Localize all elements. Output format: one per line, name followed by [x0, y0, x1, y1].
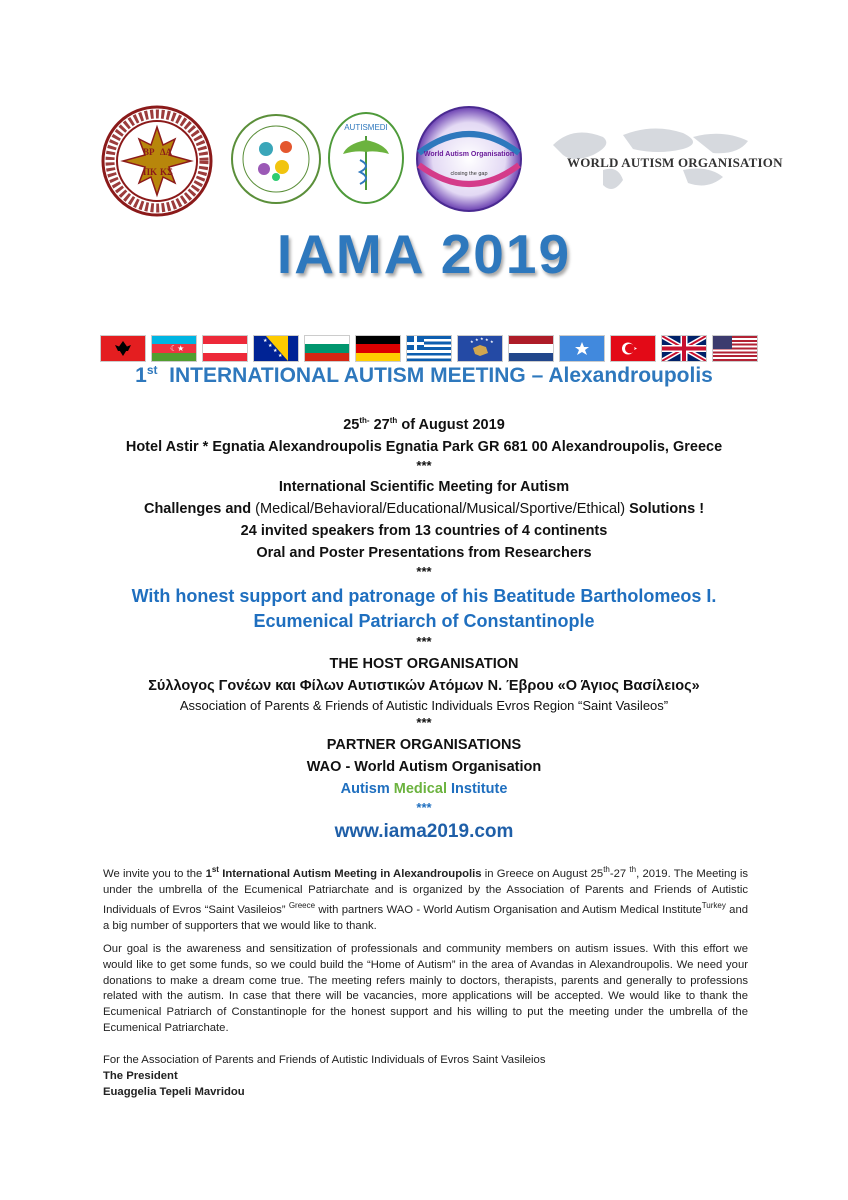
separator-stars-blue: *** — [416, 799, 432, 815]
p1-b-num: 1 — [205, 867, 212, 880]
association-hands-logo — [230, 113, 322, 205]
seal-letters-bl: ΠΚ — [143, 167, 158, 177]
p1-f: with partners WAO - World Autism Organisation and Autism Medical Institute — [315, 904, 702, 917]
website-link[interactable]: www.iama2019.com — [334, 820, 514, 842]
patronage-line-1: With honest support and patronage of his Beatitude Bartholomeos I. — [131, 585, 717, 606]
event-dates — [0, 410, 848, 436]
date-end-sup: th — [389, 416, 398, 425]
partner-ami — [0, 778, 848, 800]
p1-c-sup: th — [603, 865, 610, 874]
p1-a: We invite you to the — [103, 867, 206, 880]
bulgaria-flag-icon — [304, 335, 350, 362]
event-info — [0, 410, 848, 843]
svg-text:★: ★ — [485, 337, 489, 342]
meeting-ordinal: 1 — [135, 364, 147, 387]
albania-flag-icon — [100, 335, 146, 362]
meeting-title — [0, 363, 848, 388]
p1-e-sup: Greece — [288, 901, 316, 911]
challenges-post: Solutions ! — [625, 500, 705, 517]
host-greek-name: Σύλλογος Γονέων και Φίλων Αυτιστικών Ατόμων Ν. Έβρου «Ο Άγιος Βασίλειος» — [148, 677, 700, 694]
p1-f-sup: Turkey — [701, 901, 726, 911]
p1-d-sup: th — [629, 865, 637, 874]
autismedi-logo-text: AUTISMEDI — [344, 123, 388, 132]
goal-paragraph: Our goal is the awareness and sensitization of professionals and community members on autism issues. With this effort we would like to get some funds, so we could build the “Home of Autism” in the area of Avandas in Alexandroupolis. We need your donations to make a dream come true. The meeting refers mainly to doctors, therapists, parents and generally to professions related with the autism. In case that there will be vacancies, more applications will be accepted. We would like to thank the Ecumenical Patriarch of Constantinople for the honest support and his willing to put the meeting under the umbrella of the Ecumenical Patriarchate. — [103, 943, 748, 1034]
p1-g: and a big number of supporters that we would like to thank. — [103, 904, 749, 932]
partner-ami-part2: Medical — [393, 780, 447, 797]
date-start-sup: th- — [359, 416, 370, 425]
svg-text:★: ★ — [263, 338, 268, 344]
svg-text:★: ★ — [470, 339, 474, 344]
patriarchate-seal-logo — [100, 105, 215, 217]
signature-name: Euaggelia Tepeli Mavridou — [103, 1086, 245, 1098]
date-end: 27 — [369, 416, 390, 433]
challenges-line — [0, 498, 848, 520]
usa-flag-icon — [712, 335, 758, 362]
wao-circle-tagline: closing the gap — [450, 171, 488, 177]
flags-row — [100, 335, 758, 363]
wao-world-map-logo — [533, 115, 783, 205]
invitation-paragraph — [103, 862, 748, 935]
wao-circle-text: World Autism Organisation — [423, 151, 515, 158]
partners-heading: PARTNER ORGANISATIONS — [326, 736, 522, 753]
signature-org: For the Association of Parents and Friends of Autistic Individuals of Evros Saint Vasileios — [103, 1054, 546, 1066]
meeting-title-text: INTERNATIONAL AUTISM MEETING – Alexandroupolis — [169, 364, 713, 387]
partner-wao: WAO - World Autism Organisation — [306, 758, 542, 775]
uk-flag-icon — [661, 335, 707, 362]
austria-flag-icon — [202, 335, 248, 362]
separator-stars: *** — [416, 457, 432, 473]
seal-letters-tl: ΒΡ — [143, 147, 155, 157]
turkey-flag-icon — [610, 335, 656, 362]
svg-text:★: ★ — [278, 353, 283, 359]
svg-text:★: ★ — [480, 336, 484, 341]
autismedi-logo — [327, 110, 405, 206]
wao-circle-logo — [413, 105, 525, 213]
patronage-line-2: Ecumenical Patriarch of Constantinople — [253, 610, 595, 631]
host-heading: THE HOST ORGANISATION — [329, 655, 519, 672]
event-title: IAMA 2019 — [276, 223, 572, 285]
azerbaijan-flag-icon: ☾★ — [151, 335, 197, 362]
kosovo-flag-icon — [457, 335, 503, 362]
partner-ami-part3: Institute — [446, 780, 508, 797]
svg-text:★: ★ — [273, 348, 278, 354]
signature-role: The President — [103, 1070, 178, 1082]
greece-flag-icon — [406, 335, 452, 362]
separator-stars: *** — [416, 633, 432, 649]
svg-text:★: ★ — [490, 339, 494, 344]
svg-text:★: ★ — [475, 337, 479, 342]
p1-e: , 2019. The Meeting is under the umbrella of the Ecumenical Patriarchate and is organized by the Association of Parents and Friends of Autistic Individuals of Evros “Saint Vasileios” — [103, 867, 748, 917]
speakers-line: 24 invited speakers from 13 countries of 4 continents — [240, 522, 608, 539]
date-rest: of August 2019 — [397, 416, 505, 433]
netherlands-flag-icon — [508, 335, 554, 362]
svg-text:★: ★ — [268, 343, 273, 349]
p1-c: in Greece on August 25 — [481, 867, 604, 880]
host-english-name: Association of Parents & Friends of Autistic Individuals Evros Region “Saint Vasileos” — [179, 697, 669, 713]
challenges-pre: Challenges and — [143, 500, 256, 517]
signature-block — [103, 1052, 545, 1100]
partner-ami-part1: Autism — [340, 780, 394, 797]
wao-map-logo-text: WORLD AUTISM ORGANISATION — [567, 155, 783, 170]
challenges-mid: (Medical/Behavioral/Educational/Musical/Sportive/Ethical) — [255, 500, 626, 517]
somalia-flag-icon — [559, 335, 605, 362]
p1-d: -27 — [609, 867, 630, 880]
presentations-line: Oral and Poster Presentations from Researchers — [256, 544, 592, 561]
seal-letters-br: ΚΣ — [160, 167, 173, 177]
seal-letters-tr: ΔΑ — [160, 147, 173, 157]
date-start: 25 — [343, 416, 360, 433]
event-venue: Hotel Astir * Egnatia Alexandroupolis Egnatia Park GR 681 00 Alexandroupolis, Greece — [125, 438, 723, 455]
germany-flag-icon — [355, 335, 401, 362]
meeting-ordinal-sup: st — [146, 363, 158, 377]
separator-stars: *** — [416, 714, 432, 730]
p1-b-text: International Autism Meeting in Alexandroupolis — [218, 867, 482, 880]
logo-row — [95, 105, 783, 215]
p1-b-sup: st — [211, 865, 219, 874]
intl-meeting-line: International Scientific Meeting for Autism — [278, 478, 570, 495]
bosnia-flag-icon — [253, 335, 299, 362]
separator-stars: *** — [416, 563, 432, 579]
